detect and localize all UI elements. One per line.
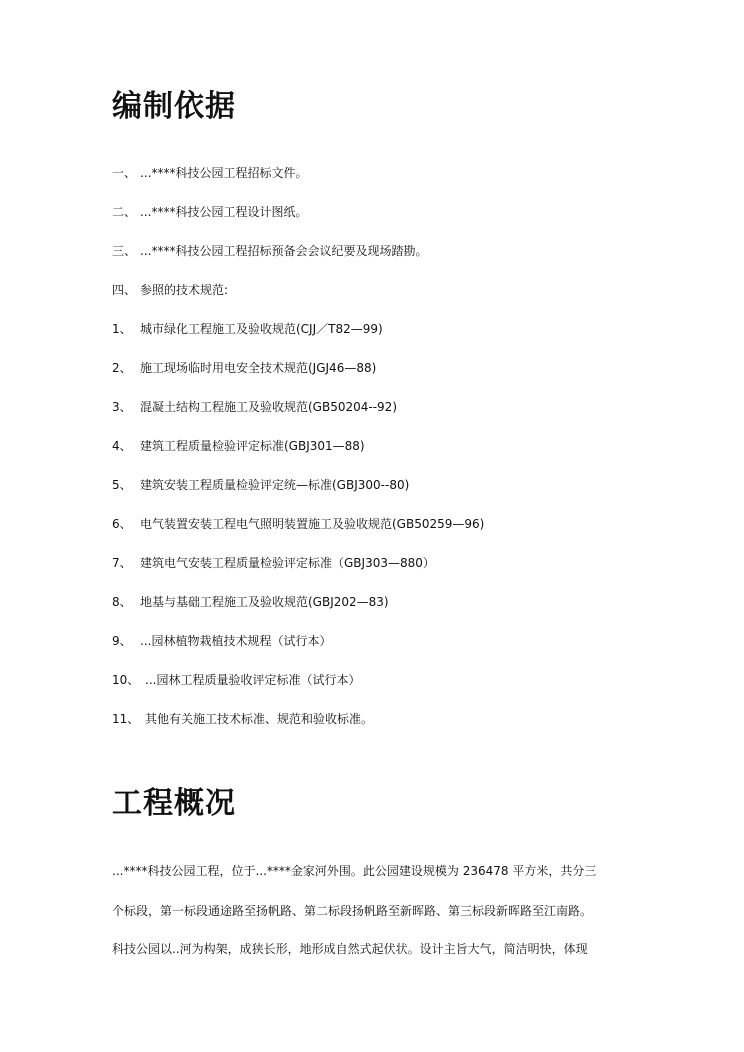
list-item-text: 建筑安装工程质量检验评定统—标准(GBJ300--80)	[140, 478, 410, 492]
list-item-number: 3、	[112, 400, 132, 414]
list-item-text: 城市绿化工程施工及验收规范(CJJ／T82—99)	[140, 322, 383, 336]
list-item-number: 三、	[112, 244, 137, 258]
list-item-number: 10、	[112, 673, 140, 687]
list-item	[112, 555, 435, 571]
list-item	[112, 360, 376, 376]
list-item-text: ...****科技公园工程招标文件。	[140, 166, 308, 180]
list-item	[112, 282, 228, 298]
list-item-text: ...园林植物栽植技术规程（试行本）	[140, 634, 332, 648]
section-heading-overview: 工程概况	[112, 786, 236, 821]
list-item-number: 11、	[112, 712, 140, 726]
list-item-text: ...****科技公园工程招标预备会会议纪要及现场踏勘。	[140, 244, 428, 258]
list-item-text: 建筑工程质量检验评定标准(GBJ301—88)	[140, 439, 365, 453]
section-heading-basis: 编制依据	[112, 89, 236, 124]
list-item-number: 6、	[112, 517, 132, 531]
list-item-text: 施工现场临时用电安全技术规范(JGJ46—88)	[140, 361, 377, 375]
list-item-number: 8、	[112, 595, 132, 609]
list-item-number: 4、	[112, 439, 132, 453]
list-item-number: 二、	[112, 205, 137, 219]
list-item-text: 建筑电气安装工程质量检验评定标准（GBJ303—880）	[140, 556, 435, 570]
list-item-number: 9、	[112, 634, 132, 648]
list-item	[112, 204, 307, 220]
list-item	[112, 633, 331, 649]
list-item-number: 一、	[112, 166, 137, 180]
list-item	[112, 321, 383, 337]
list-item-text: ...园林工程质量验收评定标准（试行本）	[145, 673, 361, 687]
list-item-number: 7、	[112, 556, 132, 570]
paragraph-line: 个标段，第一标段通途路至扬帆路、第二标段扬帆路至新晖路、第三标段新晖路至江南路。	[112, 904, 593, 918]
list-item-text: 其他有关施工技术标准、规范和验收标准。	[145, 712, 374, 726]
list-item-number: 5、	[112, 478, 132, 492]
list-item	[112, 672, 360, 688]
list-item	[112, 594, 389, 610]
list-item-number: 2、	[112, 361, 132, 375]
list-item-text: ...****科技公园工程设计图纸。	[140, 205, 308, 219]
list-item-text: 混凝土结构工程施工及验收规范(GB50204--92)	[140, 400, 397, 414]
list-item-text: 参照的技术规范:	[140, 283, 229, 297]
list-item	[112, 243, 427, 259]
list-item	[112, 477, 409, 493]
list-item	[112, 399, 397, 415]
list-item-text: 地基与基础工程施工及验收规范(GBJ202—83)	[140, 595, 389, 609]
paragraph-line: 科技公园以..河为构架，成狭长形，地形成自然式起伏状。设计主旨大气，简洁明快，体现	[112, 942, 588, 956]
list-item	[112, 711, 373, 727]
list-item	[112, 516, 484, 532]
list-item	[112, 438, 365, 454]
list-item-number: 四、	[112, 283, 137, 297]
list-item	[112, 165, 307, 181]
list-item-text: 电气装置安装工程电气照明装置施工及验收规范(GB50259—96)	[140, 517, 485, 531]
list-item-number: 1、	[112, 322, 132, 336]
paragraph-line: ...****科技公园工程，位于...****金家河外围。此公园建设规模为 236478 平方米，共分三	[112, 864, 597, 878]
